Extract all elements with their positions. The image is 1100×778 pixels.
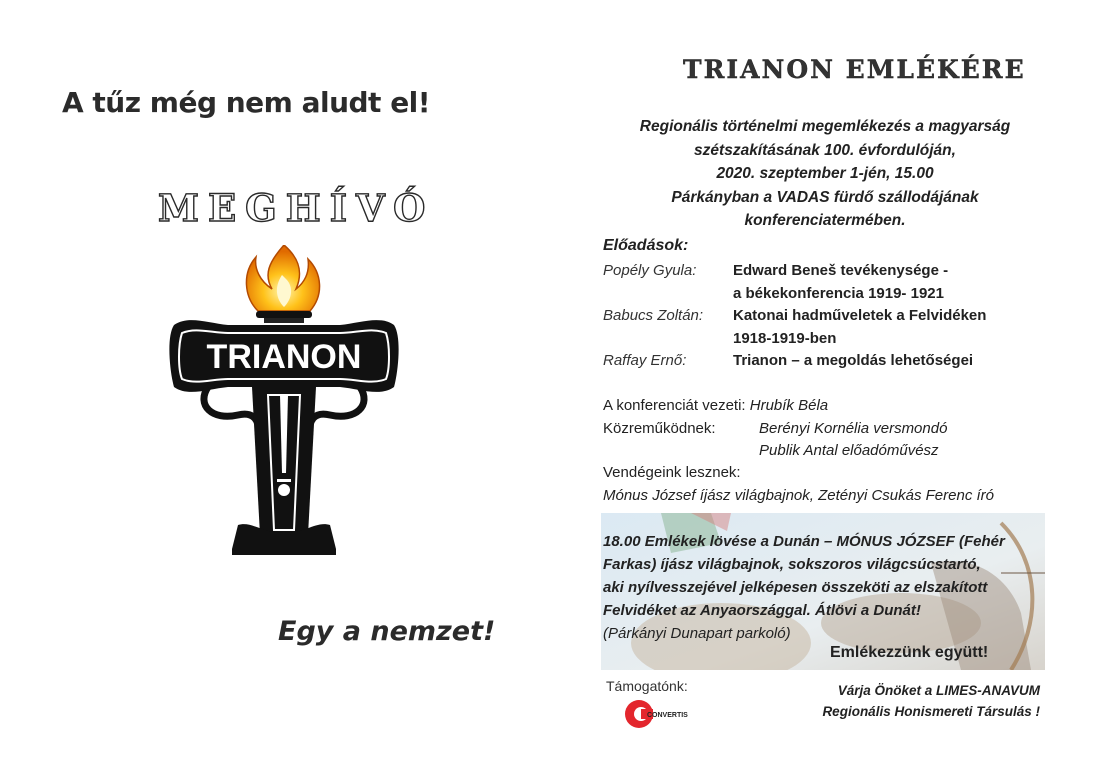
archery-line: Felvidéket az Anyaországgal. Átlövi a Dunát! <box>603 602 921 619</box>
contributors-label: Közreműködnek: <box>603 420 716 437</box>
lecture-speaker: Babucs Zoltán: <box>603 307 704 324</box>
sponsor-label: Támogatónk: <box>606 678 688 694</box>
archery-line: 18.00 Emlékek lövése a Dunán – MÓNUS JÓZSEF (Fehér <box>603 533 1005 550</box>
guests-label: Vendégeink lesznek: <box>603 464 741 481</box>
event-description <box>600 115 1050 233</box>
event-line: konferenciatermében. <box>744 212 906 229</box>
lecture-speaker: Raffay Ernő: <box>603 352 687 369</box>
lectures-heading: Előadások: <box>603 237 689 254</box>
lecture-speaker: Popély Gyula: <box>603 262 697 279</box>
signoff <box>760 680 1040 722</box>
guests-list: Mónus József íjász világbajnok, Zetényi Csukás Ferenc író <box>603 487 995 504</box>
contributor: Publik Antal előadóművész <box>759 442 939 459</box>
logo-text: TRIANON <box>206 338 362 376</box>
svg-text:CONVERTIS: CONVERTIS <box>647 712 688 719</box>
event-line: szétszakításának 100. évfordulóján, <box>694 141 956 159</box>
remember-slogan: Emlékezzünk együtt! <box>830 644 989 661</box>
host-label: A konferenciát vezeti: <box>603 397 750 414</box>
lecture-title: Edward Beneš tevékenysége - <box>733 262 949 279</box>
signoff-line: Regionális Honismereti Társulás ! <box>822 704 1040 719</box>
archery-line: aki nyílvesszejével jelképesen összeköti az elszakított <box>603 579 988 596</box>
archery-place: (Párkányi Dunapart parkoló) <box>603 625 791 642</box>
event-line: Regionális történelmi megemlékezés a magyarság <box>639 118 1011 135</box>
page-title: TRIANON EMLÉKÉRE <box>683 55 1026 84</box>
lecture-title: Trianon – a megoldás lehetőségei <box>733 352 974 369</box>
contributor: Berényi Kornélia versmondó <box>759 420 948 437</box>
invitation-heading: MEGHÍVÓ <box>158 186 435 230</box>
host-line <box>603 397 828 414</box>
event-line: 2020. szeptember 1-jén, 15.00 <box>716 165 934 182</box>
event-line: Párkányban a VADAS fürdő szállodájának <box>671 188 979 206</box>
sponsor-logo <box>623 697 689 731</box>
host-name: Hrubík Béla <box>749 397 829 414</box>
lecture-title: 1918-1919-ben <box>733 330 837 347</box>
lecture-title: Katonai hadműveletek a Felvidéken <box>733 307 987 324</box>
flame-icon <box>246 245 319 311</box>
lecture-title: a békekonferencia 1919- 1921 <box>733 285 944 302</box>
closing-slogan: Egy a nemzet! <box>278 616 496 647</box>
tagline: A tűz még nem aludt el! <box>62 86 431 119</box>
trianon-torch-logo <box>168 245 400 555</box>
archery-announcement <box>603 530 1043 645</box>
signoff-line: Várja Önöket a LIMES-ANAVUM <box>837 683 1040 698</box>
archery-line: Farkas) íjász világbajnok, sokszoros világcsúcstartó, <box>603 556 981 573</box>
